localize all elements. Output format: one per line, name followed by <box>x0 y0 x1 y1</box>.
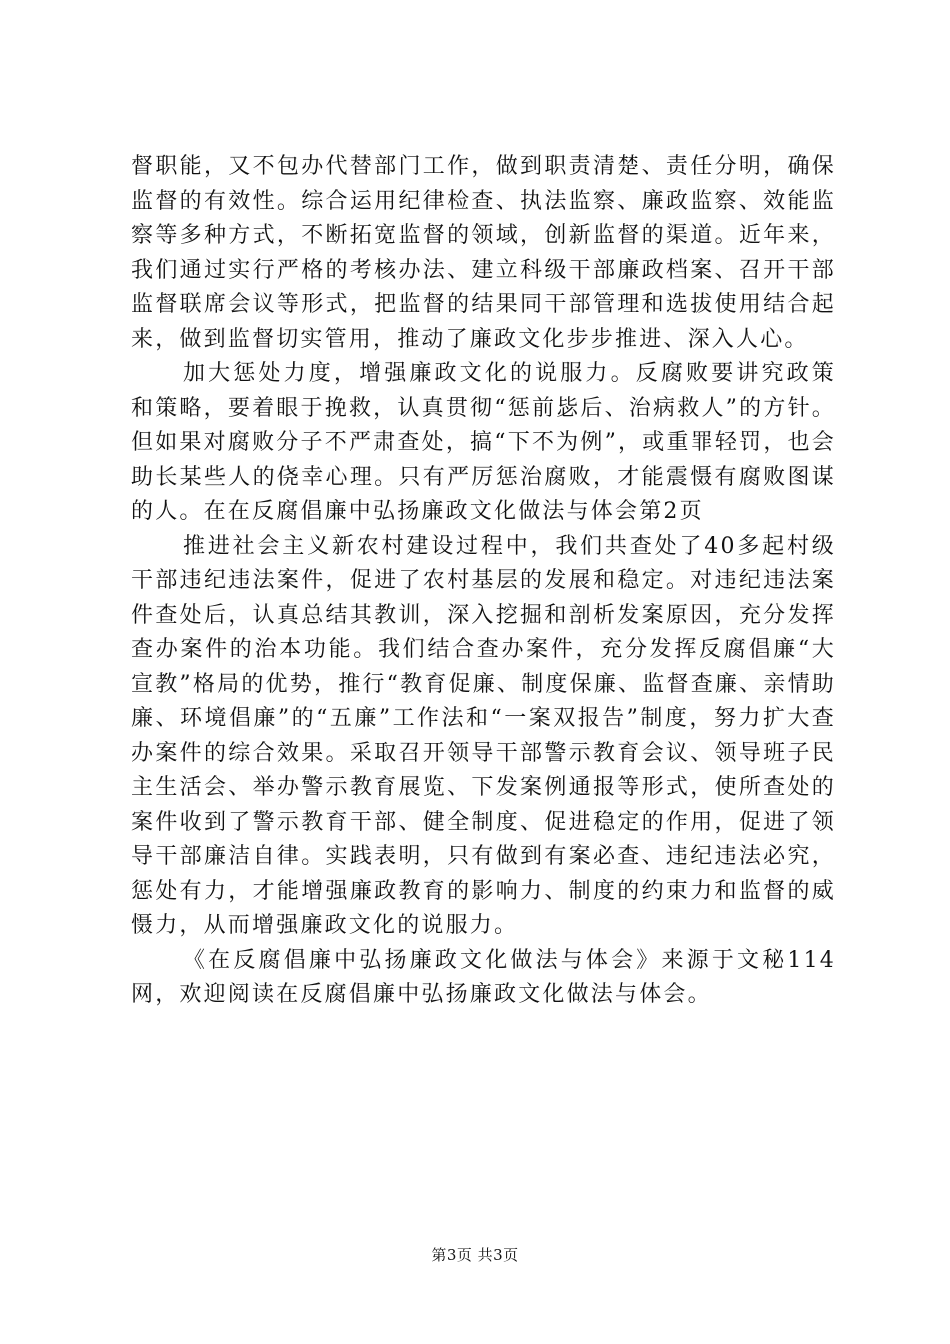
document-body <box>131 150 836 1013</box>
page-number-footer: 第3页 共3页 <box>431 1246 519 1264</box>
paragraph-case-investigation: 推进社会主义新农村建设过程中，我们共查处了40多起村级干部违纪违法案件，促进了农村基层的发展和稳定。对违纪违法案件查处后，认真总结其教训，深入挖掘和剖析发案原因，充分发挥查办案件的治本功能。我们结合查办案件，充分发挥反腐倡廉“大宣教”格局的优势，推行“教育促廉、制度保廉、监督查廉、亲情助廉、环境倡廉”的“五廉”工作法和“一案双报告”制度，努力扩大查办案件的综合效果。采取召开领导干部警示教育会议、领导班子民主生活会、举办警示教育展览、下发案例通报等形式，使所查处的案件收到了警示教育干部、健全制度、促进稳定的作用，促进了领导干部廉洁自律。实践表明，只有做到有案必查、违纪违法必究，惩处有力，才能增强廉政教育的影响力、制度的约束力和监督的威慑力，从而增强廉政文化的说服力。 <box>131 533 836 938</box>
paragraph-punishment: 加大惩处力度，增强廉政文化的说服力。反腐败要讲究政策和策略，要着眼于挽救，认真贯彻“惩前毖后、治病救人”的方针。但如果对腐败分子不严肃查处，搞“下不为例”，或重罪轻罚，也会助长某些人的侥幸心理。只有严厉惩治腐败，才能震慑有腐败图谋的人。在在反腐倡廉中弘扬廉政文化做法与体会第2页 <box>131 361 836 524</box>
paragraph-supervision: 督职能，又不包办代替部门工作，做到职责清楚、责任分明，确保监督的有效性。综合运用纪律检查、执法监察、廉政监察、效能监察等多种方式，不断拓宽监督的领域，创新监督的渠道。近年来，我们通过实行严格的考核办法、建立科级干部廉政档案、召开干部监督联席会议等形式，把监督的结果同干部管理和选拔使用结合起来，做到监督切实管用，推动了廉政文化步步推进、深入人心。 <box>131 154 836 352</box>
paragraph-source-note: 《在反腐倡廉中弘扬廉政文化做法与体会》来源于文秘114网，欢迎阅读在反腐倡廉中弘扬廉政文化做法与体会。 <box>131 947 836 1007</box>
